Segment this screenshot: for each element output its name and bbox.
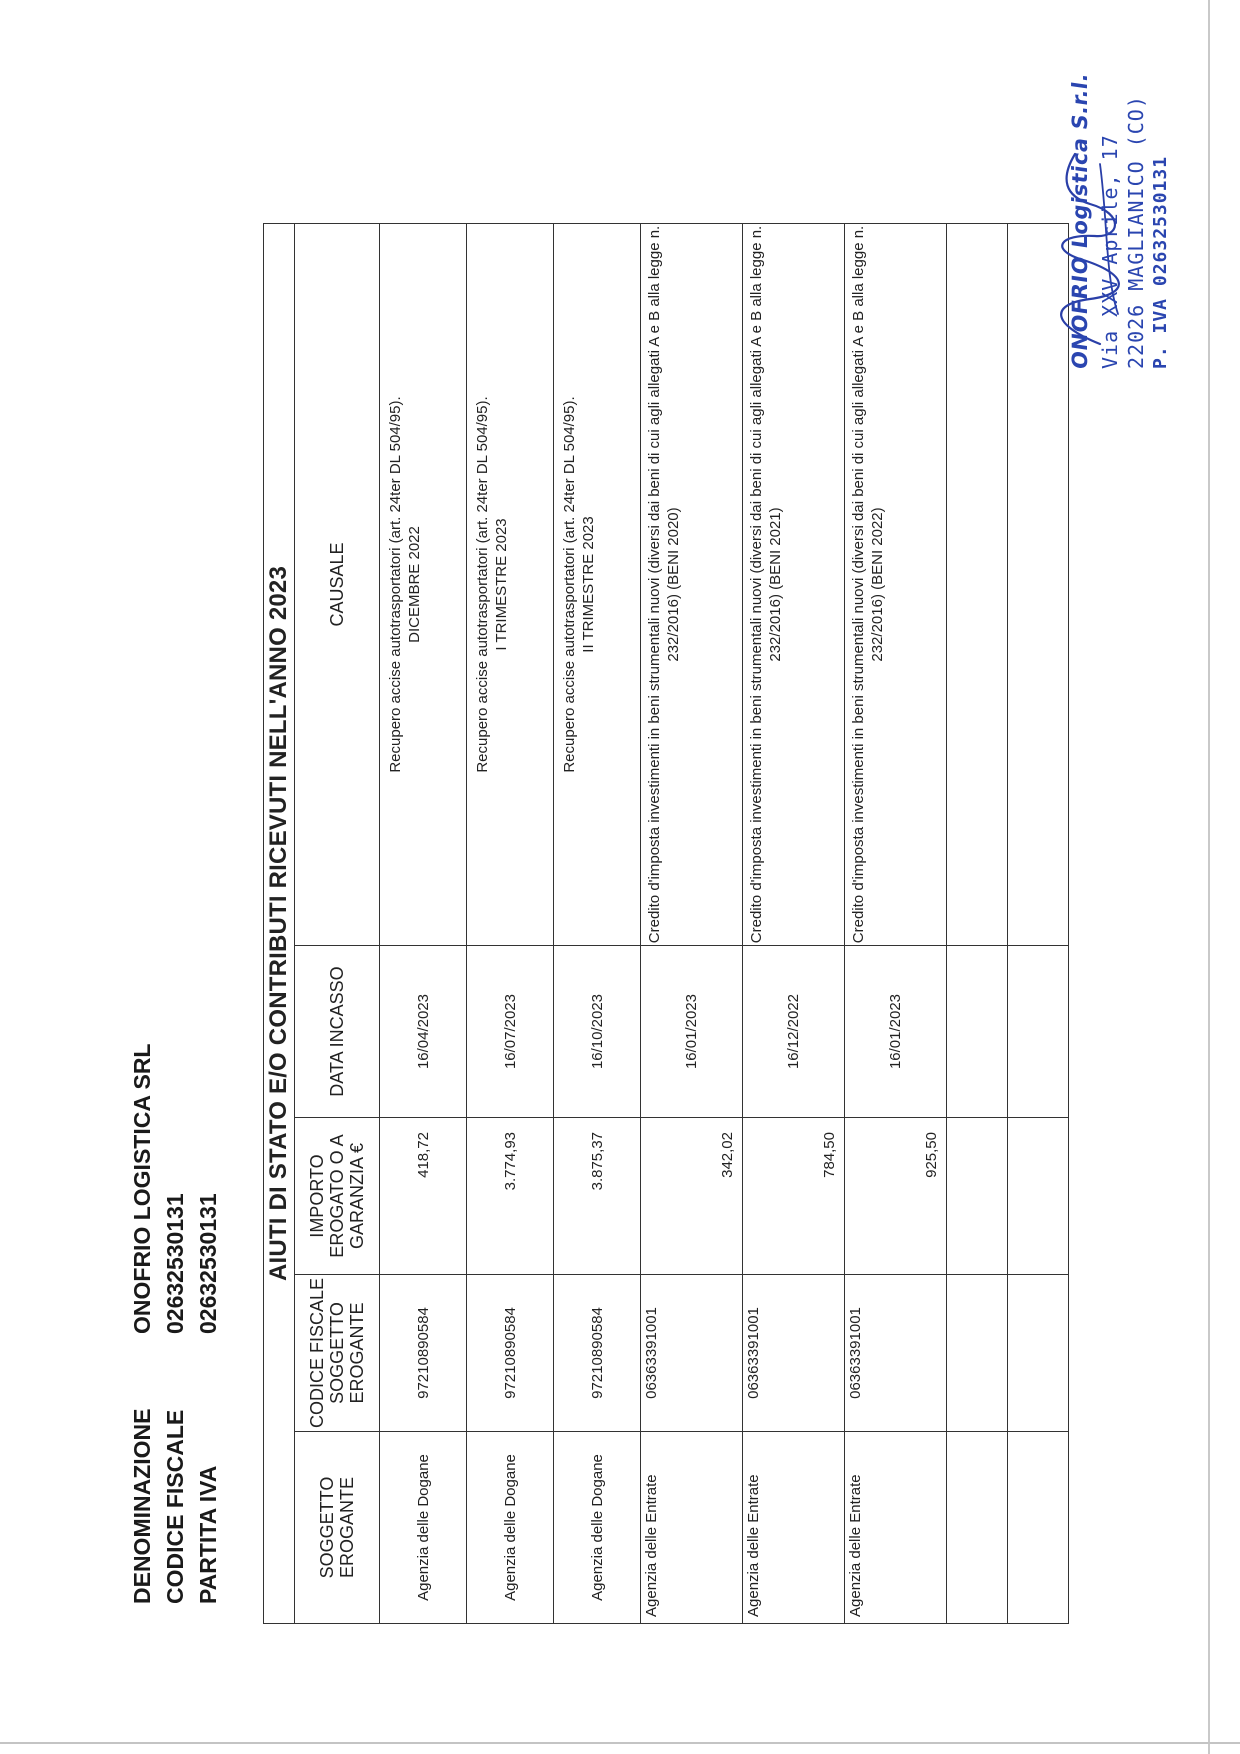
- empty-cell: [947, 946, 1008, 1118]
- table-header-row: [295, 223, 380, 1623]
- codice-fiscale-label: CODICE FISCALE: [162, 1409, 188, 1604]
- cell-data-incasso: 16/04/2023: [380, 946, 467, 1118]
- empty-cell: [947, 1432, 1008, 1624]
- cell-importo: 418,72: [380, 1118, 467, 1275]
- cell-importo: 342,02: [641, 1118, 743, 1275]
- cell-codice-fiscale: 06363391001: [641, 1275, 743, 1432]
- cell-soggetto: Agenzia delle Entrate: [743, 1432, 845, 1624]
- cell-data-incasso: 16/12/2022: [743, 946, 845, 1118]
- denominazione-value: ONOFRIO LOGISTICA SRL: [129, 1043, 155, 1334]
- partita-iva-row: [192, 1044, 225, 1604]
- partita-iva-value: 02632530131: [195, 1193, 221, 1334]
- cell-soggetto: Agenzia delle Entrate: [641, 1432, 743, 1624]
- cell-importo: 784,50: [743, 1118, 845, 1275]
- stamp-address: Via XXV Aprile, 17: [1098, 134, 1122, 369]
- stamp-brand: ONOFRIO Logistica S.r.l.: [1068, 71, 1092, 371]
- cell-soggetto: Agenzia delle Dogane: [380, 1432, 467, 1624]
- empty-cell: [1008, 1432, 1069, 1624]
- empty-cell: [947, 1118, 1008, 1275]
- cell-importo: 3.774,93: [467, 1118, 554, 1275]
- column-header-causale: CAUSALE: [295, 223, 380, 945]
- causale-period: I TRIMESTRE 2023: [493, 518, 510, 651]
- causale-text: Credito d'imposta investimenti in beni strumentali nuovi (diversi dai beni di cui agli allegati A e B alla legge n. 232/2016) (BENI 2021): [748, 225, 784, 944]
- cell-data-incasso: 16/07/2023: [467, 946, 554, 1118]
- cell-codice-fiscale: 97210890584: [467, 1275, 554, 1432]
- causale-period: DICEMBRE 2022: [406, 526, 423, 643]
- cell-codice-fiscale: 97210890584: [554, 1275, 641, 1432]
- cell-importo: 3.875,37: [554, 1118, 641, 1275]
- aid-table: [263, 223, 1069, 1624]
- table-row: [641, 223, 743, 1623]
- empty-cell: [947, 1275, 1008, 1432]
- cell-codice-fiscale: 06363391001: [845, 1275, 947, 1432]
- cell-causale: [380, 223, 467, 945]
- causale-text: Credito d'imposta investimenti in beni strumentali nuovi (diversi dai beni di cui agli allegati A e B alla legge n. 232/2016) (BENI 2020): [646, 225, 682, 944]
- table-row: [467, 223, 554, 1623]
- cell-causale: [554, 223, 641, 945]
- denominazione-row: [126, 1044, 159, 1604]
- company-stamp: [1068, 69, 1178, 369]
- table-row: [743, 223, 845, 1623]
- company-info: [126, 1044, 225, 1604]
- causale-text: Recupero accise autotrasportatori (art. 24ter DL 504/95).: [474, 396, 491, 773]
- stamp-city: 22026 MAGLIANICO (CO): [1124, 95, 1148, 369]
- column-header-data-incasso: DATA INCASSO: [295, 946, 380, 1118]
- table-row: [845, 223, 947, 1623]
- table-title-row: [264, 223, 295, 1623]
- cell-causale: [467, 223, 554, 945]
- table-title: AIUTI DI STATO E/O CONTRIBUTI RICEVUTI NELL'ANNO 2023: [264, 223, 295, 1623]
- empty-cell: [947, 223, 1008, 945]
- cell-data-incasso: 16/10/2023: [554, 946, 641, 1118]
- table-row: [380, 223, 467, 1623]
- cell-soggetto: Agenzia delle Dogane: [467, 1432, 554, 1624]
- table-row-empty: [1008, 223, 1069, 1623]
- codice-fiscale-row: [159, 1044, 192, 1604]
- cell-data-incasso: 16/01/2023: [641, 946, 743, 1118]
- empty-cell: [1008, 946, 1069, 1118]
- column-header-codice-fiscale: CODICE FISCALE SOGGETTO EROGANTE: [295, 1275, 380, 1432]
- causale-text: Recupero accise autotrasportatori (art. 24ter DL 504/95).: [387, 396, 404, 773]
- empty-cell: [1008, 1118, 1069, 1275]
- table-row: [554, 223, 641, 1623]
- cell-soggetto: Agenzia delle Entrate: [845, 1432, 947, 1624]
- partita-iva-label: PARTITA IVA: [195, 1465, 221, 1604]
- causale-text: Credito d'imposta investimenti in beni strumentali nuovi (diversi dai beni di cui agli allegati A e B alla legge n. 232/2016) (BENI 2022): [850, 225, 886, 944]
- column-header-importo: IMPORTO EROGATO O A GARANZIA €: [295, 1118, 380, 1275]
- column-header-soggetto: SOGGETTO EROGANTE: [295, 1432, 380, 1624]
- cell-importo: 925,50: [845, 1118, 947, 1275]
- stamp-vat: P. IVA 02632530131: [1150, 155, 1171, 369]
- cell-causale: [743, 223, 845, 945]
- cell-codice-fiscale: 06363391001: [743, 1275, 845, 1432]
- table-row-empty: [947, 223, 1008, 1623]
- denominazione-label: DENOMINAZIONE: [129, 1408, 155, 1604]
- cell-soggetto: Agenzia delle Dogane: [554, 1432, 641, 1624]
- cell-causale: [641, 223, 743, 945]
- cell-data-incasso: 16/01/2023: [845, 946, 947, 1118]
- cell-causale: [845, 223, 947, 945]
- cell-codice-fiscale: 97210890584: [380, 1275, 467, 1432]
- empty-cell: [1008, 1275, 1069, 1432]
- causale-period: II TRIMESTRE 2023: [580, 516, 597, 653]
- codice-fiscale-value: 02632530131: [162, 1193, 188, 1334]
- causale-text: Recupero accise autotrasportatori (art. 24ter DL 504/95).: [561, 396, 578, 773]
